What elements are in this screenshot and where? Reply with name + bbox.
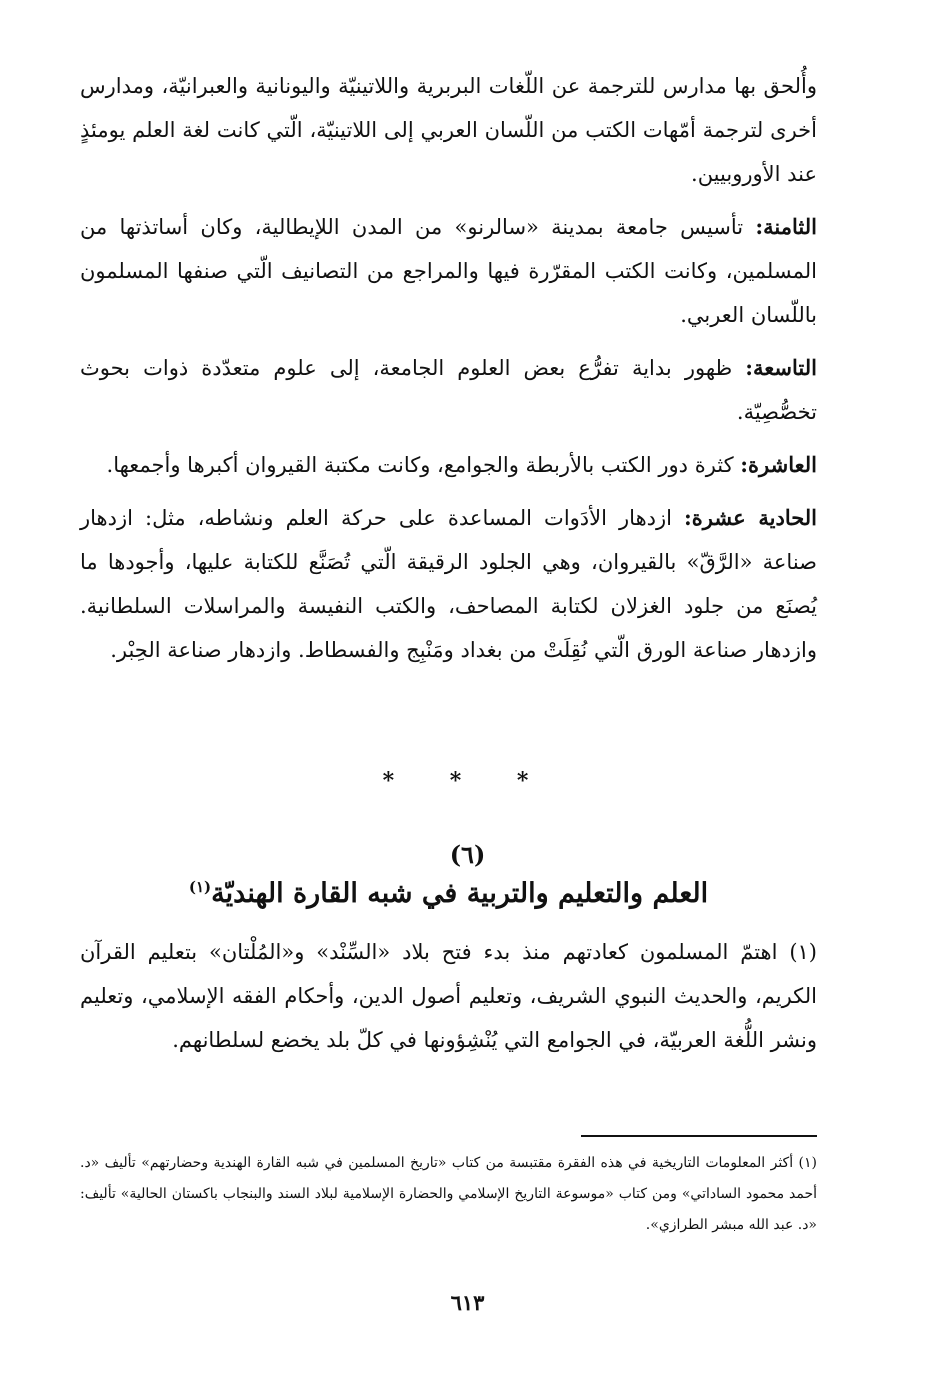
paragraph-text: تأسيس جامعة بمدينة «سالرنو» من المدن اللإيطالية، وكان أساتذتها من المسلمين، وكانت الكتب المقرّرة فيها والمراجع من التصانيف الّتي صنفها المسلمون باللّسان العربي. [80, 215, 817, 327]
section-paragraph: (١) اهتمّ المسلمون كعادتهم منذ بدء فتح بلاد «السِّنْد» و«المُلْتان» بتعليم القرآن الكريم، والحديث النبوي الشريف، وتعليم أصول الدين، وأحكام الفقه الإسلامي، وتعليم ونشر اللُّغة العربيّة، في الجوامع التي يُنْشِؤونها في كلّ بلد يخضع لسلطانهم. [80, 940, 817, 1052]
section-number: (٦) [449, 840, 486, 869]
paragraph-text: ازدهار الأدَوات المساعدة على حركة العلم ونشاطه، مثل: ازدهار صناعة «الرَّقّ» بالقيروان، وهي الجلود الرقيقة الّتي تُصَنَّع للكتابة عليها، وأجودها ما يُصنَع من جلود الغزلان لكتابة المصاحف، والكتب النفيسة والمراسلات السلطانية. وازدهار صناعة الورق الّتي نُقِلَتْ من بغداد ومَنْبِج والفسطاط. وازدهار صناعة الحِبْر. [80, 506, 817, 662]
paragraph-text: كثرة دور الكتب بالأربطة والجوامع، وكانت مكتبة القيروان أكبرها وأجمعها. [106, 453, 741, 477]
section-title [80, 878, 817, 909]
page-number: ٦١٣ [450, 1290, 485, 1315]
paragraph-eighth [80, 205, 817, 337]
paragraph-lead: الحادية عشرة: [684, 505, 818, 530]
paragraph-tenth [80, 443, 817, 487]
body-text [80, 64, 817, 681]
footnote-reference: (١) [188, 878, 212, 896]
paragraph-lead: الثامنة: [755, 214, 817, 239]
section-body [80, 930, 817, 1062]
paragraph-text: وأُلحق بها مدارس للترجمة عن اللّغات البربرية واللاتينيّة واليونانية والعبرانيّة، ومدارس أخرى لترجمة أمّهات الكتب من اللّسان العربي إلى اللاتينيّة، الّتي كانت لغة العلم يومئذٍ عند الأوروبيين. [80, 74, 817, 186]
footnote-text: (١) أكثر المعلومات التاريخية في هذه الفقرة مقتبسة من كتاب «تاريخ المسلمين في شبه القارة الهندية وحضارتهم» تأليف «د. أحمد محمود الساداتي» ومن كتاب «موسوعة التاريخ الإسلامي والحضارة الإسلامية لبلاد السند والبنجاب باكستان الحالية» تأليف: «د. عبد الله مبشر الطرازي». [80, 1155, 817, 1233]
paragraph-text: ظهور بداية تفرُّع بعض العلوم الجامعة، إلى علوم متعدّدة ذوات بحوث تخصُّصِيّة. [80, 356, 817, 424]
section-separator: * * * [382, 768, 553, 794]
section-title-text: العلم والتعليم والتربية في شبه القارة الهنديّة [211, 878, 709, 909]
paragraph-intro [80, 64, 817, 196]
paragraph-lead: العاشرة: [740, 452, 817, 477]
footnote-divider [581, 1135, 817, 1137]
footnote [80, 1148, 817, 1241]
paragraph-ninth [80, 346, 817, 434]
paragraph-lead: التاسعة: [745, 355, 817, 380]
paragraph-eleventh [80, 496, 817, 672]
